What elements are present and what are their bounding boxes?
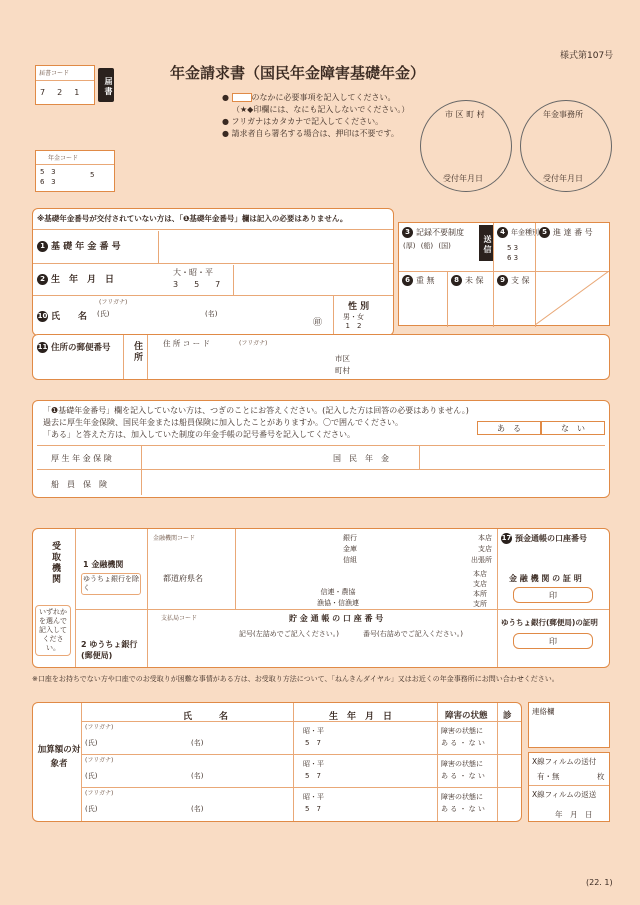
q-line: 過去に厚生年金保険、国民年金または船員保険に加入したことがありますか。〇で囲んでください。 <box>43 418 403 427</box>
payment-label: 9 支 保 <box>497 275 530 286</box>
basic-number-input[interactable] <box>158 231 390 263</box>
note-top: ※基礎年金番号が交付されていない方は、「❶基礎年金番号」欄は記入の必要はありません。 <box>37 214 348 223</box>
code-val: 5 <box>90 171 95 179</box>
code-val: 6 <box>40 178 45 186</box>
xray-return-label: X線フィルムの返送 <box>532 790 597 799</box>
instructions: ● のなかに必要事項を記入してください。 （★◆印欄には、なにも記入しないでください。） ● フリガナはカタカナで記入してください。 ● 請求者自ら署名する場合は、押印は不要です。 <box>222 93 410 138</box>
nenkin-code-label: 年金コード <box>48 155 79 162</box>
bank-proof-label: 金 融 機 関 の 証 明 <box>509 574 582 583</box>
branch-type: 支店 <box>478 545 492 553</box>
instruction-line: のなかに必要事項を記入してください。 <box>251 93 396 102</box>
bank-label: 受取機関 <box>50 541 60 585</box>
recording-label: 3 記録不要制度 <box>402 227 464 238</box>
furigana-label: (フリガナ) <box>239 340 268 347</box>
dependents-label: 加算額の対象者 <box>37 745 81 769</box>
admin-panel <box>398 222 610 326</box>
given-name-label: (名) <box>205 310 218 318</box>
birth-year-input[interactable] <box>233 265 385 295</box>
seal-mark: ㊞ <box>313 318 323 328</box>
yucho-proof-label: ゆうちょ銀行(郵便局)の証明 <box>501 618 598 627</box>
savings-label: 貯 金 通 帳 の 口 座 番 号 <box>289 614 384 623</box>
era-text: 大・昭・平 <box>173 268 213 277</box>
kokumin-label: 国 民 年 金 <box>333 454 389 463</box>
bank-type: 信連・農協 <box>320 588 356 596</box>
pref-label: 都道府県名 <box>163 574 203 583</box>
furigana-label: (フリガナ) <box>99 299 128 306</box>
postal-label: 11 住所の郵便番号 <box>37 343 111 353</box>
bank-type: 銀行 <box>343 534 357 542</box>
city-label: 市区 <box>335 354 350 363</box>
savings-input[interactable] <box>235 639 497 665</box>
bango-label: 番号(右詰めでご記入ください。) <box>363 630 463 638</box>
sex-opts: 男・女 <box>343 313 364 321</box>
type-codes: 5 3 6 3 <box>507 244 519 262</box>
dep-row[interactable] <box>81 721 521 754</box>
given-name-label: (名) <box>191 772 204 780</box>
reception-stamp-municipal <box>420 100 512 192</box>
branch-office-code-input[interactable] <box>151 623 231 663</box>
surname-label: (氏) <box>97 310 110 318</box>
furigana-label: (フリガナ) <box>85 790 114 797</box>
question-text <box>43 405 469 441</box>
yucho-label: 2 ゆうちょ銀行(郵便局) <box>81 640 138 660</box>
branch-type: 本店 <box>473 570 487 578</box>
xray-mai: 枚 <box>597 772 605 781</box>
name-input[interactable] <box>93 305 323 331</box>
todoke-code-digit: 2 <box>57 88 75 97</box>
yucho-stamp-field[interactable]: 印 <box>513 633 593 649</box>
instruction-line: （★◆印欄には、なにも記入しないでください。） <box>232 105 410 114</box>
question-section <box>32 400 610 498</box>
answer-yes[interactable]: あ る <box>477 421 541 435</box>
label: 支 保 <box>511 276 530 285</box>
xray-box[interactable] <box>528 752 610 822</box>
q-line: 「❶基礎年金番号」欄を記入していない方は、つぎのことにお答えください。(記入した方は回答の必要はありません。) <box>43 406 469 415</box>
code-val: 5 <box>40 168 45 176</box>
kousei-input[interactable] <box>141 445 321 469</box>
contact-label: 連絡欄 <box>532 707 555 716</box>
surname-label: (氏) <box>85 739 98 747</box>
footer-code: (22. 1) <box>586 878 613 887</box>
todoke-code-digit: 1 <box>74 88 92 97</box>
dependents-section <box>32 702 522 822</box>
dep-state: 障害の状態に <box>441 793 483 801</box>
personal-info-section <box>32 208 394 336</box>
bank-stamp-field[interactable]: 印 <box>513 587 593 603</box>
dep-state2: あ る ・ な い <box>441 739 485 747</box>
kousei-label: 厚 生 年 金 保 険 <box>51 454 112 463</box>
address-input[interactable] <box>151 349 601 377</box>
fin-code-input[interactable] <box>151 543 231 563</box>
dep-row[interactable] <box>81 787 521 820</box>
opt: (厚) <box>403 242 416 250</box>
sex-codes: 1 2 <box>345 322 362 330</box>
answer-no[interactable]: な い <box>541 421 605 435</box>
xray-umu: 有・無 <box>537 772 560 781</box>
fin-code-label: 金融機関コード <box>153 535 196 542</box>
duplicate-label: 6 重 無 <box>402 275 435 286</box>
send-badge: 送信 <box>479 225 493 261</box>
kigo-label: 記号(左詰めでご記入ください。) <box>239 630 339 638</box>
xray-date: 年 月 日 <box>555 810 593 819</box>
sex-options[interactable] <box>343 313 364 331</box>
bank-type: 金庫 <box>343 545 357 553</box>
branch-type: 本店 <box>478 534 492 542</box>
label: 生 年 月 日 <box>51 275 115 285</box>
instruction-line: フリガナはカタカナで記入してください。 <box>231 117 384 126</box>
branch-office-code-label: 支払局コード <box>161 615 198 622</box>
surname-label: (氏) <box>85 805 98 813</box>
label: 基 礎 年 金 番 号 <box>51 242 121 252</box>
bank-note: ※口座をお持ちでない方や口座でのお受取りが困難な事情がある方は、お受取り方法について、「ねんきんダイヤル」又はお近くの年金事務所にお問い合わせください。 <box>32 675 559 683</box>
page-title: 年金請求書（国民年金障害基礎年金） <box>170 64 426 82</box>
account-no-label: 17 預金通帳の口座番号 <box>501 534 587 543</box>
label: 住所の郵便番号 <box>51 343 111 353</box>
stamp-label: 年金事務所 <box>543 110 583 119</box>
dep-era: 昭・平 <box>303 760 324 768</box>
branch-type: 支所 <box>473 600 487 608</box>
dep-era: 昭・平 <box>303 793 324 801</box>
dep-era-codes: 5 7 <box>305 805 321 813</box>
dep-dob-header: 生 年 月 日 <box>329 712 393 722</box>
furigana-label: (フリガナ) <box>85 724 114 731</box>
financial-note: ゆうちょ銀行を除く <box>81 573 141 595</box>
dep-era-codes: 5 7 <box>305 739 321 747</box>
dep-state2: あ る ・ な い <box>441 772 485 780</box>
label: 進 達 番 号 <box>553 228 593 237</box>
dep-state2: あ る ・ な い <box>441 805 485 813</box>
senin-input[interactable] <box>141 469 321 495</box>
given-name-label: (名) <box>191 805 204 813</box>
dep-era: 昭・平 <box>303 727 324 735</box>
birth-label: 2 生 年 月 日 <box>37 272 114 285</box>
town-label: 町村 <box>335 366 350 375</box>
bank-choose: いずれかを選んで記入してください。 <box>35 605 71 656</box>
todoke-code-box <box>35 65 95 105</box>
dep-diag-header: 診 <box>503 711 512 721</box>
address-code-label: 住 所 コ ー ド <box>163 339 211 348</box>
label: 未 保 <box>465 276 484 285</box>
address-section <box>32 334 610 380</box>
bank-type: 漁協・信漁連 <box>317 599 359 607</box>
nenkin-type-label: 4 年金種別 <box>497 227 539 238</box>
q-line: 「ある」と答えた方は、加入していた制度の年金手帳の記号番号を記入してください。 <box>43 430 355 439</box>
reception-stamp-office <box>520 100 612 192</box>
code-val: 3 <box>51 178 56 186</box>
given-name-label: (名) <box>191 739 204 747</box>
instruction-line: 請求者自ら署名する場合は、押印は不要です。 <box>231 129 399 138</box>
dep-state: 障害の状態に <box>441 727 483 735</box>
account-no-input[interactable] <box>501 545 605 565</box>
postal-input[interactable] <box>37 355 117 377</box>
dep-era-codes: 5 7 <box>305 772 321 780</box>
stamp-label: 市 区 町 村 <box>445 110 485 119</box>
pref-input[interactable] <box>151 585 231 607</box>
stamp-label: 受付年月日 <box>543 174 583 183</box>
label: 預金通帳の口座番号 <box>515 534 587 543</box>
form-number: 様式第107号 <box>560 51 614 61</box>
bank-section <box>32 528 610 668</box>
todoke-badge: 届書 <box>98 68 114 102</box>
branch-type: 支店 <box>473 580 487 588</box>
stamp-label: 受付年月日 <box>443 174 483 183</box>
diagonal-mark <box>535 271 609 325</box>
address-label: 住所 <box>132 341 142 363</box>
code-val: 3 <box>51 168 56 176</box>
label: 記録不要制度 <box>416 228 464 237</box>
branch-type: 本所 <box>473 590 487 598</box>
dep-row[interactable] <box>81 754 521 787</box>
dep-state-header: 障害の状態 <box>445 711 488 721</box>
nenkin-code-box <box>35 150 115 192</box>
contact-box[interactable] <box>528 702 610 748</box>
todoke-code-digit: 7 <box>40 88 58 97</box>
kokumin-input[interactable] <box>419 445 605 469</box>
sex-label: 性 別 <box>348 302 370 312</box>
era-codes: 3 5 7 <box>173 280 221 289</box>
furigana-label: (フリガナ) <box>85 757 114 764</box>
dep-name-header: 氏 名 <box>183 712 229 722</box>
progress-label: 5 進 達 番 号 <box>539 227 593 238</box>
basic-number-label: 1 基 礎 年 金 番 号 <box>37 239 121 252</box>
birth-era[interactable] <box>173 267 220 291</box>
todoke-code-label: 届書コード <box>39 70 70 77</box>
financial-label: 1 金融機関 <box>83 560 124 569</box>
xray-send-label: X線フィルムの送付 <box>532 757 597 766</box>
label: 重 無 <box>416 276 435 285</box>
label: 氏 名 <box>51 312 88 322</box>
label: 年金種別 <box>511 228 539 237</box>
dep-state: 障害の状態に <box>441 760 483 768</box>
mino-label: 8 未 保 <box>451 275 484 286</box>
opt: (国) <box>438 242 451 250</box>
opt: (船) <box>420 242 434 250</box>
branch-type: 出張所 <box>471 556 492 564</box>
name-label: 10 氏 名 <box>37 312 88 322</box>
surname-label: (氏) <box>85 772 98 780</box>
bank-type: 信組 <box>343 556 357 564</box>
senin-label: 船 員 保 険 <box>51 480 107 489</box>
